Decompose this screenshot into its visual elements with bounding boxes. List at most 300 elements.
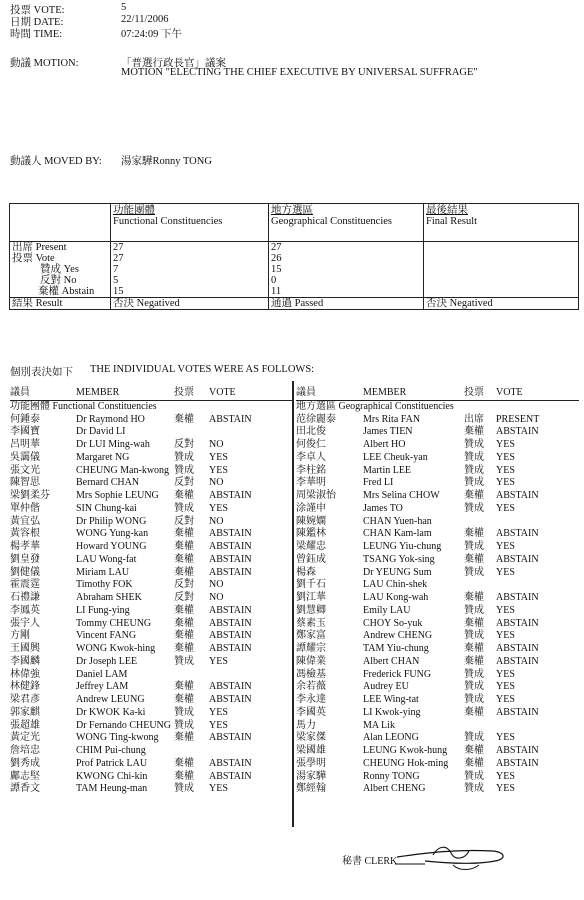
vote-zh: 棄權 bbox=[174, 643, 194, 654]
member-name-zh: 曾鈺成 bbox=[296, 553, 326, 565]
vote-zh: 贊成 bbox=[464, 541, 484, 552]
summary-gc-value: 15 bbox=[269, 264, 424, 275]
member-name-en: LAU Kong-wah bbox=[363, 592, 429, 603]
vote-zh: 贊成 bbox=[464, 439, 484, 450]
vote-en: ABSTAIN bbox=[496, 490, 539, 501]
member-vote-row bbox=[296, 630, 579, 643]
member-vote-row bbox=[296, 541, 579, 554]
summary-header-final bbox=[424, 204, 579, 242]
vote-zh: 棄權 bbox=[464, 528, 484, 540]
summary-row-label: 投票 Vote bbox=[10, 253, 111, 264]
vote-en: YES bbox=[496, 630, 515, 642]
vote-en: YES bbox=[496, 477, 515, 489]
member-name-zh: 何俊仁 bbox=[296, 439, 326, 450]
vote-zh: 棄權 bbox=[464, 706, 484, 718]
vote-en: ABSTAIN bbox=[496, 617, 539, 629]
member-vote-row bbox=[10, 783, 293, 796]
vote-en: ABSTAIN bbox=[209, 604, 252, 616]
vote-zh: 贊成 bbox=[464, 694, 484, 705]
vote-zh: 贊成 bbox=[174, 655, 194, 667]
member-name-en: Daniel LAM bbox=[76, 668, 128, 680]
vote-zh: 棄權 bbox=[464, 655, 484, 667]
member-vote-row bbox=[10, 592, 293, 605]
header-vote-zh: 投票 bbox=[174, 387, 194, 398]
vote-en: YES bbox=[209, 719, 228, 731]
member-vote-row bbox=[296, 720, 579, 733]
vote-zh: 棄權 bbox=[464, 643, 484, 654]
member-name-en: Alan LEONG bbox=[363, 732, 419, 744]
summary-fc-value: 5 bbox=[111, 275, 269, 286]
member-name-en: Mrs Sophie LEUNG bbox=[76, 490, 159, 501]
member-vote-row bbox=[296, 745, 579, 758]
member-name-en: SIN Chung-kai bbox=[76, 502, 137, 514]
vote-zh: 贊成 bbox=[464, 732, 484, 744]
member-name-en: WONG Yung-kan bbox=[76, 528, 149, 540]
vote-zh: 贊成 bbox=[464, 451, 484, 463]
member-name-en: Dr KWOK Ka-ki bbox=[76, 706, 146, 718]
member-name-en: Howard YOUNG bbox=[76, 541, 147, 552]
vote-en: NO bbox=[209, 439, 224, 450]
vote-en: YES bbox=[496, 732, 515, 744]
vote-en: YES bbox=[209, 502, 228, 514]
member-name-zh: 陳婉嫻 bbox=[296, 515, 326, 527]
vote-zh: 棄權 bbox=[464, 745, 484, 756]
vote-zh: 贊成 bbox=[174, 706, 194, 718]
member-name-en: KWONG Chi-kin bbox=[76, 770, 148, 782]
vote-zh: 棄權 bbox=[174, 757, 194, 769]
member-name-zh: 梁劉柔芬 bbox=[10, 490, 50, 501]
vote-en: YES bbox=[496, 464, 515, 476]
member-name-zh: 李永達 bbox=[296, 694, 326, 705]
vote-zh: 棄權 bbox=[464, 617, 484, 629]
header-vote-en: VOTE bbox=[209, 387, 236, 398]
member-name-zh: 黃定光 bbox=[10, 732, 40, 744]
member-name-zh: 霍震霆 bbox=[10, 579, 40, 591]
member-vote-row bbox=[296, 426, 579, 439]
member-name-zh: 李國麟 bbox=[10, 655, 40, 667]
member-vote-row bbox=[10, 771, 293, 784]
section-label: 功能團體 Functional Constituencies bbox=[10, 400, 157, 412]
vote-en: YES bbox=[496, 541, 515, 552]
vote-zh: 棄權 bbox=[174, 732, 194, 744]
member-name-en: Martin LEE bbox=[363, 464, 412, 476]
member-name-zh: 田北俊 bbox=[296, 426, 326, 438]
member-name-en: Dr Fernando CHEUNG bbox=[76, 719, 171, 731]
summary-gc-value: 11 bbox=[269, 286, 424, 298]
member-name-en: Timothy FOK bbox=[76, 579, 133, 591]
clerk-label: 秘書 CLERK bbox=[342, 856, 398, 867]
header-member-zh: 議員 bbox=[10, 387, 30, 398]
vote-zh: 棄權 bbox=[464, 553, 484, 565]
member-name-en: LEE Wing-tat bbox=[363, 694, 419, 705]
member-vote-row bbox=[10, 414, 293, 427]
member-vote-row bbox=[296, 643, 579, 656]
vote-en: ABSTAIN bbox=[209, 757, 252, 769]
vote-zh: 贊成 bbox=[464, 668, 484, 680]
member-name-zh: 張學明 bbox=[296, 757, 326, 769]
member-vote-row bbox=[296, 771, 579, 784]
member-vote-row bbox=[296, 592, 579, 605]
member-name-zh: 方剛 bbox=[10, 630, 30, 642]
member-vote-row bbox=[296, 465, 579, 478]
vote-zh: 棄權 bbox=[174, 630, 194, 642]
member-name-zh: 楊森 bbox=[296, 566, 316, 578]
mover-label: 動議人 MOVED BY: bbox=[10, 156, 102, 167]
member-vote-row bbox=[296, 732, 579, 745]
vote-en: ABSTAIN bbox=[209, 566, 252, 578]
member-name-zh: 馮檢基 bbox=[296, 668, 326, 680]
vote-zh: 出席 bbox=[464, 413, 484, 425]
member-name-zh: 陳偉業 bbox=[296, 655, 326, 667]
member-name-en: TSANG Yok-sing bbox=[363, 553, 435, 565]
member-name-zh: 黃容根 bbox=[10, 528, 40, 540]
vote-zh: 贊成 bbox=[174, 451, 194, 463]
member-vote-row bbox=[10, 567, 293, 580]
member-vote-row bbox=[10, 745, 293, 758]
member-vote-row bbox=[296, 554, 579, 567]
member-vote-row bbox=[296, 707, 579, 720]
summary-final-value bbox=[424, 264, 579, 275]
vote-en: YES bbox=[496, 451, 515, 463]
member-name-zh: 周梁淑怡 bbox=[296, 490, 336, 501]
member-name-en: TAM Heung-man bbox=[76, 783, 148, 795]
vote-en: YES bbox=[496, 668, 515, 680]
member-vote-row bbox=[296, 579, 579, 592]
vote-zh: 棄權 bbox=[174, 681, 194, 693]
geographical-votes-table bbox=[296, 387, 579, 796]
vote-en: NO bbox=[209, 477, 224, 489]
header-vote-en: VOTE bbox=[496, 387, 523, 398]
motion-label: 動議 MOTION: bbox=[10, 58, 79, 69]
vote-zh: 贊成 bbox=[464, 681, 484, 693]
summary-fc-value: 7 bbox=[111, 264, 269, 275]
vote-zh: 棄權 bbox=[174, 617, 194, 629]
vote-zh: 棄權 bbox=[174, 553, 194, 565]
member-name-zh: 余若薇 bbox=[296, 681, 326, 693]
vote-en: PRESENT bbox=[496, 413, 540, 425]
member-name-en: Ronny TONG bbox=[363, 770, 420, 782]
member-vote-row bbox=[296, 618, 579, 631]
member-name-en: LAU Wong-fat bbox=[76, 553, 137, 565]
member-vote-row bbox=[10, 732, 293, 745]
member-vote-row bbox=[10, 477, 293, 490]
member-vote-row bbox=[10, 681, 293, 694]
member-vote-row bbox=[296, 694, 579, 707]
summary-gc-value: 0 bbox=[269, 275, 424, 286]
vote-en: YES bbox=[209, 655, 228, 667]
vote-en: YES bbox=[496, 770, 515, 782]
summary-fc-value: 27 bbox=[111, 242, 269, 254]
member-name-en: LI Kwok-ying bbox=[363, 706, 421, 718]
member-name-en: Audrey EU bbox=[363, 681, 409, 693]
member-name-en: Albert HO bbox=[363, 439, 406, 450]
vote-en: NO bbox=[209, 592, 224, 603]
member-vote-row bbox=[10, 554, 293, 567]
vote-en: ABSTAIN bbox=[209, 541, 252, 552]
member-vote-row bbox=[10, 605, 293, 618]
vote-zh: 贊成 bbox=[464, 770, 484, 782]
summary-row-label: 贊成 Yes bbox=[10, 264, 111, 275]
member-name-en: CHAN Kam-lam bbox=[363, 528, 432, 540]
member-name-en: CHEUNG Man-kwong bbox=[76, 464, 170, 476]
member-name-zh: 馬力 bbox=[296, 719, 316, 731]
member-name-zh: 楊孝華 bbox=[10, 541, 40, 552]
member-name-zh: 吳靄儀 bbox=[10, 451, 40, 463]
vote-en: YES bbox=[496, 566, 515, 578]
member-name-zh: 鄺志堅 bbox=[10, 770, 40, 782]
member-name-en: Dr LUI Ming-wah bbox=[76, 439, 150, 450]
member-name-en: LEUNG Kwok-hung bbox=[363, 745, 448, 756]
member-name-zh: 何鍾泰 bbox=[10, 413, 40, 425]
member-name-zh: 涂謹申 bbox=[296, 502, 326, 514]
member-name-zh: 劉千石 bbox=[296, 579, 326, 591]
motion-title-zh: 「普選行政長官」議案 bbox=[121, 58, 226, 69]
member-vote-row bbox=[10, 630, 293, 643]
header-member-en: MEMBER bbox=[76, 387, 120, 398]
vote-en: ABSTAIN bbox=[209, 490, 252, 501]
member-name-zh: 鄭經翰 bbox=[296, 783, 326, 795]
gc-header-zh: 地方選區 bbox=[271, 205, 313, 216]
vote-zh: 贊成 bbox=[464, 783, 484, 795]
vote-en: ABSTAIN bbox=[209, 630, 252, 642]
member-name-en: Bernard CHAN bbox=[76, 477, 140, 489]
member-name-zh: 林偉強 bbox=[10, 668, 40, 680]
summary-table bbox=[9, 203, 579, 310]
member-vote-row bbox=[296, 783, 579, 796]
member-name-en: LI Fung-ying bbox=[76, 604, 130, 616]
vote-en: ABSTAIN bbox=[209, 617, 252, 629]
member-name-en: WONG Kwok-hing bbox=[76, 643, 156, 654]
member-name-zh: 劉皇發 bbox=[10, 553, 40, 565]
member-vote-row bbox=[296, 477, 579, 490]
header-member-en: MEMBER bbox=[363, 387, 407, 398]
member-vote-row bbox=[296, 452, 579, 465]
summary-header-gc bbox=[269, 204, 424, 242]
member-name-en: CHIM Pui-chung bbox=[76, 745, 146, 756]
member-vote-row bbox=[10, 720, 293, 733]
member-name-en: Abraham SHEK bbox=[76, 592, 142, 603]
member-name-en: Miriam LAU bbox=[76, 566, 130, 578]
summary-row-label: 反對 No bbox=[10, 275, 111, 286]
vote-zh: 贊成 bbox=[464, 566, 484, 578]
member-name-en: TAM Yiu-chung bbox=[363, 643, 429, 654]
member-vote-row bbox=[296, 758, 579, 771]
member-name-zh: 林健鋒 bbox=[10, 681, 40, 693]
clerk-signature bbox=[395, 835, 515, 875]
member-name-zh: 張文光 bbox=[10, 464, 40, 476]
summary-final-value bbox=[424, 286, 579, 298]
vote-en: YES bbox=[496, 604, 515, 616]
vote-number-label: 投票 VOTE: bbox=[10, 5, 65, 16]
final-header-zh: 最後結果 bbox=[426, 205, 468, 216]
date-label: 日期 DATE: bbox=[10, 17, 64, 28]
motion-title-en: MOTION "ELECTING THE CHIEF EXECUTIVE BY UNIVERSAL SUFFRAGE" bbox=[121, 67, 478, 78]
member-name-en: Margaret NG bbox=[76, 451, 130, 463]
member-vote-row bbox=[10, 618, 293, 631]
member-name-en: Dr YEUNG Sum bbox=[363, 566, 432, 578]
vote-en: NO bbox=[209, 515, 224, 527]
summary-final-value bbox=[424, 242, 579, 254]
summary-final-value bbox=[424, 253, 579, 264]
member-name-zh: 譚耀宗 bbox=[296, 643, 326, 654]
vote-zh: 反對 bbox=[174, 592, 194, 603]
member-name-zh: 張超雄 bbox=[10, 719, 40, 731]
individual-votes-title-en: THE INDIVIDUAL VOTES WERE AS FOLLOWS: bbox=[90, 364, 315, 375]
time-value: 07:24:09 下午 bbox=[121, 29, 182, 40]
vote-zh: 反對 bbox=[174, 477, 194, 489]
member-name-en: Vincent FANG bbox=[76, 630, 137, 642]
member-vote-row bbox=[10, 656, 293, 669]
member-name-zh: 王國興 bbox=[10, 643, 40, 654]
vote-zh: 贊成 bbox=[174, 502, 194, 514]
fc-header-zh: 功能團體 bbox=[113, 205, 155, 216]
member-vote-row bbox=[10, 452, 293, 465]
summary-final-value bbox=[424, 275, 579, 286]
member-name-en: Tommy CHEUNG bbox=[76, 617, 152, 629]
member-name-en: Dr David LI bbox=[76, 426, 126, 438]
vote-zh: 棄權 bbox=[174, 541, 194, 552]
member-name-zh: 郭家麒 bbox=[10, 706, 40, 718]
section-heading-geographical bbox=[296, 401, 579, 414]
member-vote-row bbox=[296, 503, 579, 516]
member-name-en: Andrew CHENG bbox=[363, 630, 433, 642]
member-name-en: CHAN Yuen-han bbox=[363, 515, 432, 527]
member-vote-row bbox=[10, 643, 293, 656]
summary-gc-value: 27 bbox=[269, 242, 424, 254]
vote-zh: 贊成 bbox=[174, 783, 194, 795]
summary-row-label: 結果 Result bbox=[10, 298, 111, 310]
member-name-en: Dr Joseph LEE bbox=[76, 655, 138, 667]
votes-header-row bbox=[296, 387, 579, 401]
vote-zh: 棄權 bbox=[464, 592, 484, 603]
member-name-en: Fred LI bbox=[363, 477, 394, 489]
summary-fc-value: 否決 Negatived bbox=[111, 298, 269, 310]
votes-header-row bbox=[10, 387, 293, 401]
summary-row-label: 出席 Present bbox=[10, 242, 111, 254]
vote-en: ABSTAIN bbox=[496, 706, 539, 718]
member-name-zh: 李華明 bbox=[296, 477, 326, 489]
member-name-zh: 梁君彥 bbox=[10, 694, 40, 705]
fc-header-en: Functional Constituencies bbox=[113, 216, 223, 227]
member-name-zh: 李鳳英 bbox=[10, 604, 40, 616]
member-name-en: CHEUNG Hok-ming bbox=[363, 757, 449, 769]
member-vote-row bbox=[296, 656, 579, 669]
vote-en: YES bbox=[209, 706, 228, 718]
member-name-zh: 梁家傑 bbox=[296, 732, 326, 744]
vote-number: 5 bbox=[121, 2, 127, 13]
vote-zh: 贊成 bbox=[464, 502, 484, 514]
member-name-en: WONG Ting-kwong bbox=[76, 732, 159, 744]
member-name-zh: 湯家驊 bbox=[296, 770, 326, 782]
member-name-en: Dr Raymond HO bbox=[76, 413, 145, 425]
member-name-zh: 張宇人 bbox=[10, 617, 40, 629]
member-name-en: James TO bbox=[363, 502, 403, 514]
member-name-zh: 李國寶 bbox=[10, 426, 40, 438]
date-value: 22/11/2006 bbox=[121, 14, 169, 25]
vote-en: YES bbox=[496, 681, 515, 693]
vote-zh: 棄權 bbox=[174, 566, 194, 578]
vote-en: ABSTAIN bbox=[496, 592, 539, 603]
member-name-zh: 呂明華 bbox=[10, 439, 40, 450]
vote-en: ABSTAIN bbox=[496, 553, 539, 565]
vote-zh: 反對 bbox=[174, 579, 194, 591]
member-vote-row bbox=[296, 516, 579, 529]
member-vote-row bbox=[10, 758, 293, 771]
final-header-en: Final Result bbox=[426, 216, 478, 227]
vote-en: ABSTAIN bbox=[209, 694, 252, 705]
vote-en: ABSTAIN bbox=[496, 643, 539, 654]
member-vote-row bbox=[10, 465, 293, 478]
vote-en: YES bbox=[496, 502, 515, 514]
member-name-en: Dr Philip WONG bbox=[76, 515, 147, 527]
vote-en: YES bbox=[209, 464, 228, 476]
member-name-en: CHOY So-yuk bbox=[363, 617, 423, 629]
vote-en: ABSTAIN bbox=[209, 770, 252, 782]
member-name-zh: 詹培忠 bbox=[10, 745, 40, 756]
member-name-en: James TIEN bbox=[363, 426, 413, 438]
member-name-en: Jeffrey LAM bbox=[76, 681, 129, 693]
member-name-en: Andrew LEUNG bbox=[76, 694, 145, 705]
vote-en: NO bbox=[209, 579, 224, 591]
member-name-zh: 譚香文 bbox=[10, 783, 40, 795]
member-name-en: Emily LAU bbox=[363, 604, 411, 616]
member-name-zh: 陳鑑林 bbox=[296, 528, 326, 540]
vote-zh: 棄權 bbox=[174, 604, 194, 616]
member-name-zh: 李柱銘 bbox=[296, 464, 326, 476]
vote-zh: 棄權 bbox=[174, 770, 194, 782]
vote-zh: 棄權 bbox=[174, 694, 194, 705]
member-name-zh: 黃宜弘 bbox=[10, 515, 40, 527]
vote-en: YES bbox=[496, 694, 515, 705]
vote-en: YES bbox=[209, 783, 228, 795]
member-vote-row bbox=[10, 541, 293, 554]
member-vote-row bbox=[10, 490, 293, 503]
member-vote-row bbox=[10, 579, 293, 592]
individual-votes-title-zh: 個別表決如下 bbox=[10, 367, 73, 378]
summary-corner bbox=[10, 204, 111, 242]
summary-gc-value: 26 bbox=[269, 253, 424, 264]
member-name-zh: 李卓人 bbox=[296, 451, 326, 463]
member-name-zh: 劉秀成 bbox=[10, 757, 40, 769]
vote-en: YES bbox=[209, 451, 228, 463]
section-label: 地方選區 Geographical Constituencies bbox=[296, 400, 454, 412]
member-name-en: LEE Cheuk-yan bbox=[363, 451, 428, 463]
member-name-en: LEUNG Yiu-chung bbox=[363, 541, 442, 552]
section-heading-functional bbox=[10, 401, 293, 414]
member-name-zh: 李國英 bbox=[296, 706, 326, 718]
summary-header-fc bbox=[111, 204, 269, 242]
time-label: 時間 TIME: bbox=[10, 29, 63, 40]
vote-en: ABSTAIN bbox=[496, 655, 539, 667]
member-name-zh: 鄭家富 bbox=[296, 630, 326, 642]
member-vote-row bbox=[296, 414, 579, 427]
vote-zh: 反對 bbox=[174, 515, 194, 527]
vote-en: YES bbox=[496, 783, 515, 795]
member-vote-row bbox=[10, 707, 293, 720]
member-name-zh: 陳智思 bbox=[10, 477, 40, 489]
vote-en: ABSTAIN bbox=[209, 732, 252, 744]
member-vote-row bbox=[296, 669, 579, 682]
vote-en: ABSTAIN bbox=[209, 528, 252, 540]
header-member-zh: 議員 bbox=[296, 387, 316, 398]
member-name-zh: 劉慧卿 bbox=[296, 604, 326, 616]
member-name-en: Albert CHENG bbox=[363, 783, 426, 795]
vote-zh: 棄權 bbox=[174, 528, 194, 540]
header-vote-zh: 投票 bbox=[464, 387, 484, 398]
member-name-en: MA Lik bbox=[363, 719, 395, 731]
vote-en: ABSTAIN bbox=[209, 643, 252, 654]
summary-row-label: 棄權 Abstain bbox=[10, 286, 111, 298]
